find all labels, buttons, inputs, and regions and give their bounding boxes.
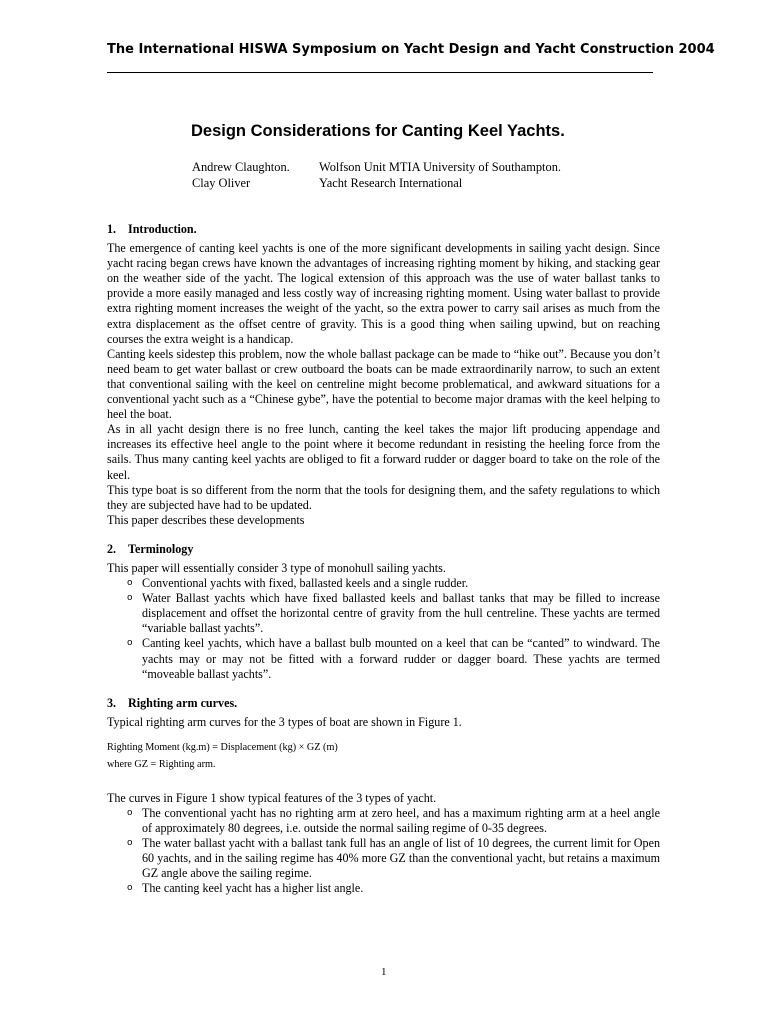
paper-title: Design Considerations for Canting Keel Yachts.	[191, 122, 565, 140]
list-item-text: The conventional yacht has no righting arm at zero heel, and has a maximum righting arm at a heel angle of approximately 80 degrees, i.e. outside the normal sailing regime of 0-35 degrees.	[142, 806, 660, 836]
bullet-marker: o	[127, 578, 133, 589]
section-title: Terminology	[128, 541, 194, 556]
section-heading-righting-arm	[107, 696, 660, 711]
paragraph: Typical righting arm curves for the 3 types of boat are shown in Figure 1.	[107, 714, 462, 729]
bullet-list	[107, 576, 660, 682]
paragraph: This type boat is so different from the norm that the tools for designing them, and the safety regulations to which they are subjected have had to be updated.	[107, 482, 660, 512]
author-block	[192, 159, 561, 191]
list-item-text: The canting keel yacht has a higher list angle.	[142, 881, 364, 896]
paragraph: The curves in Figure 1 show typical features of the 3 types of yacht.	[107, 790, 437, 805]
paragraph: This paper describes these developments	[107, 512, 305, 527]
list-item	[127, 881, 660, 896]
author-row	[192, 175, 561, 191]
list-item	[127, 576, 660, 591]
bullet-marker: o	[127, 883, 133, 894]
running-header: The International HISWA Symposium on Yacht Design and Yacht Construction 2004	[107, 42, 715, 57]
list-item-text: Conventional yachts with fixed, ballasted keels and a single rudder.	[142, 576, 469, 591]
section-title: Righting arm curves.	[128, 695, 238, 710]
bullet-marker: o	[127, 593, 133, 604]
section-heading-introduction	[107, 222, 660, 237]
bullet-marker: o	[127, 838, 133, 849]
list-item-text: Water Ballast yachts which have fixed ballasted keels and ballast tanks that may be filled to increase displacement and offset the horizontal centre of gravity from the hull centreline. These yachts are termed “variable ballast yachts”.	[142, 591, 660, 636]
section-heading-terminology	[107, 542, 660, 557]
paragraph: This paper will essentially consider 3 type of monohull sailing yachts.	[107, 560, 446, 575]
list-item	[127, 836, 660, 881]
page-number: 1	[381, 966, 387, 978]
list-item	[127, 636, 660, 681]
list-item	[127, 806, 660, 836]
section-number: 3.	[107, 695, 117, 710]
author-name: Andrew Claughton.	[192, 160, 290, 174]
bullet-list	[107, 806, 660, 897]
paragraph: As in all yacht design there is no free lunch, canting the keel takes the major lift producing appendage and increases its effective heel angle to the point where it become redundant in resisting the heeling force from the sails. Thus many canting keel yachts are obliged to fit a forward rudder or dagger board to take on the role of the keel.	[107, 422, 660, 482]
author-row	[192, 159, 561, 175]
formula-block	[107, 739, 660, 773]
formula-line: Righting Moment (kg.m) = Displacement (kg) × GZ (m)	[107, 741, 338, 753]
author-affiliation: Yacht Research International	[319, 176, 463, 190]
paper-body	[107, 222, 660, 897]
section-number: 1.	[107, 222, 117, 236]
header-rule	[107, 72, 653, 73]
formula-line: where GZ = Righting arm.	[107, 758, 216, 770]
bullet-marker: o	[127, 808, 133, 818]
section-title: Introduction.	[128, 222, 197, 236]
bullet-marker: o	[127, 638, 133, 649]
paragraph: Canting keels sidestep this problem, now the whole ballast package can be made to “hike out”. Because you don’t need beam to get water ballast or crew outboard the boats can be made extraordinarily narrow, to such an extent that conventional sailing with the keel on centreline might become problematical, and awkward situations for a conventional yacht such as a “Chinese gybe”, have the potential to become major dramas with the keel helping to heel the boat.	[107, 346, 660, 422]
author-affiliation: Wolfson Unit MTIA University of Southampton.	[319, 160, 561, 174]
author-name: Clay Oliver	[192, 176, 251, 190]
section-number: 2.	[107, 541, 117, 556]
paragraph: The emergence of canting keel yachts is one of the more significant developments in sailing yacht design. Since yacht racing began crews have known the advantages of increasing righting moment by hiking, and stacking gear on the weather side of the yacht. The logical extension of this approach was the use of water ballast tanks to provide a more easily managed and less costly way of increasing righting moment. Using water ballast to provide extra righting moment increases the weight of the yacht, so the extra power to carry sail arises as much from the extra displacement as the offset centre of gravity. This is a good thing when sailing upwind, but on reaching courses the extra weight is a handicap.	[107, 241, 660, 346]
list-item	[127, 591, 660, 636]
list-item-text: The water ballast yacht with a ballast tank full has an angle of list of 10 degrees, the current limit for Open 60 yachts, and in the sailing regime has 40% more GZ than the conventional yacht, but retains a maximum GZ angle above the sailing regime.	[142, 836, 660, 881]
list-item-text: Canting keel yachts, which have a ballast bulb mounted on a keel that can be “canted” to windward. The yachts may or may not be fitted with a forward rudder or dagger board. These yachts are termed “moveable ballast yachts”.	[142, 636, 660, 681]
